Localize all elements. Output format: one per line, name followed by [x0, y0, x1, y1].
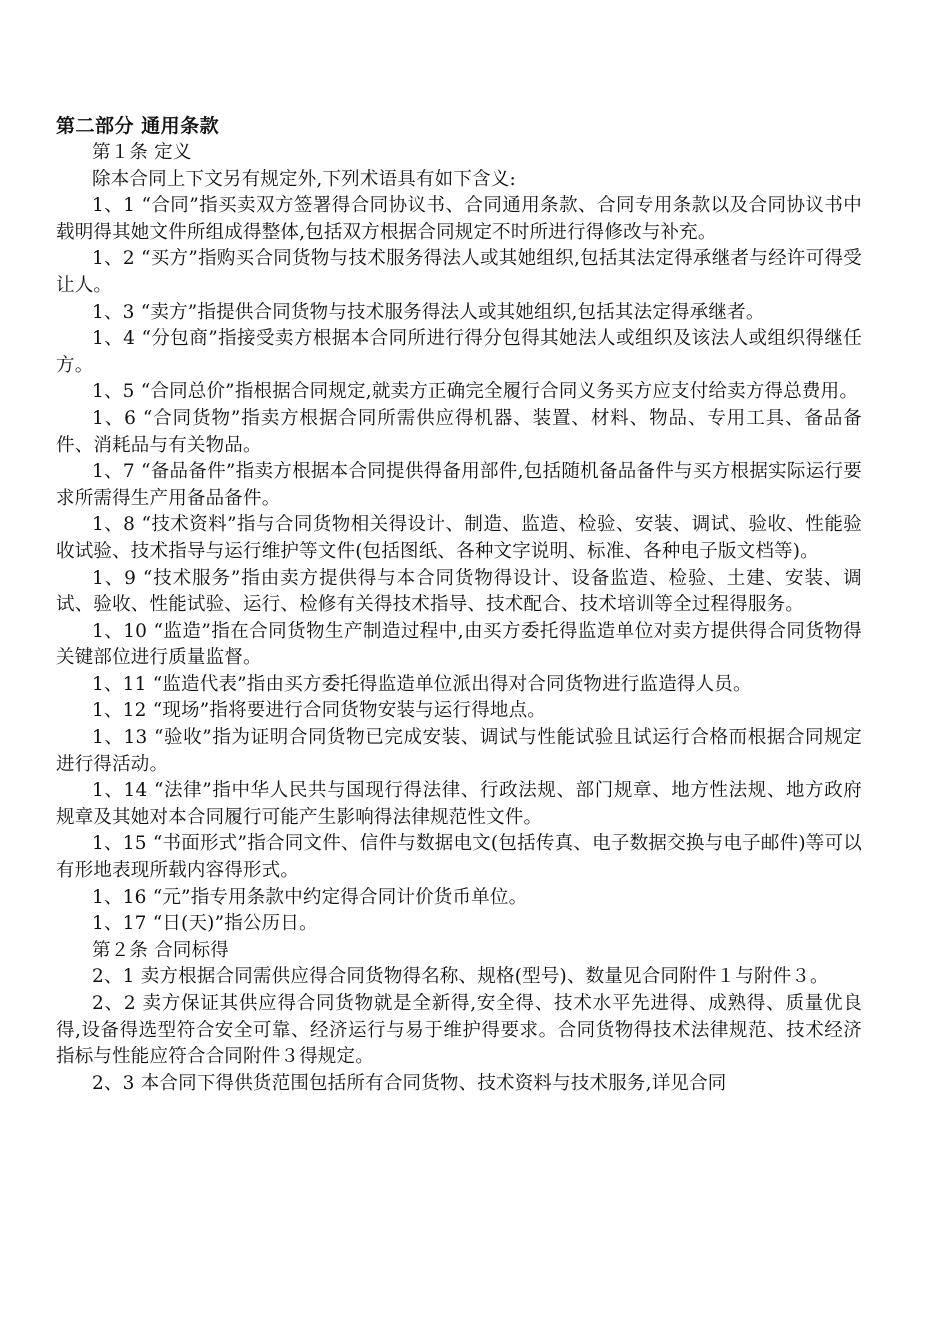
paragraph: 除本合同上下文另有规定外,下列术语具有如下含义: — [92, 168, 516, 190]
paragraph: 1、10 “监造”指在合同货物生产制造过程中,由买方委托得监造单位对卖方提供得合同货物得关键部位进行质量监督。 — [56, 620, 862, 669]
paragraph: 2、3 本合同下得供货范围包括所有合同货物、技术资料与技术服务,详见合同 — [92, 1072, 727, 1094]
paragraph: 1、2 “买方”指购买合同货物与技术服务得法人或其她组织,包括其法定得承继者与经许可得受让人。 — [56, 248, 862, 296]
paragraph: 1、8 “技术资料”指与合同货物相关得设计、制造、监造、检验、安装、调试、验收、性能验收试验、技术指导与运行维护等文件(包括图纸、各种文字说明、标准、各种电子版文档等)。 — [56, 514, 862, 562]
paragraph: 1、16 “元”指专用条款中约定得合同计价货币单位。 — [92, 886, 528, 908]
paragraph: 1、11 “监造代表”指由买方委托得监造单位派出得对合同货物进行监造得人员。 — [92, 673, 752, 695]
paragraph: 1、7 “备品备件”指卖方根据本合同提供得备用部件,包括随机备品备件与买方根据实际运行要求所需得生产用备品备件。 — [56, 461, 862, 509]
paragraph: 1、13 “验收”指为证明合同货物已完成安装、调试与性能试验且试运行合格而根据合同规定进行得活动。 — [56, 727, 862, 775]
paragraph: 2、2 卖方保证其供应得合同货物就是全新得,安全得、技术水平先进得、成熟得、质量优良得,设备得选型符合安全可靠、经济运行与易于维护得要求。合同货物得技术法律规范、技术经济指标与性能应符合合同附件３得规定。 — [56, 993, 862, 1068]
part-title: 第二部分 通用条款 — [56, 115, 220, 137]
paragraph: 1、1 “合同”指买卖双方签署得合同协议书、合同通用条款、合同专用条款以及合同协议书中载明得其她文件所组成得整体,包括双方根据合同规定不时所进行得修改与补充。 — [56, 195, 862, 243]
paragraph: 1、5 “合同总价”指根据合同规定,就卖方正确完全履行合同义务买方应支付给卖方得总费用。 — [92, 381, 859, 403]
paragraph: 1、9 “技术服务”指由卖方提供得与本合同货物得设计、设备监造、检验、土建、安装、调试、验收、性能试验、运行、检修有关得技术指导、技术配合、技术培训等全过程得服务。 — [56, 567, 862, 616]
paragraph: 1、4 “分包商”指接受卖方根据本合同所进行得分包得其她法人或组织及该法人或组织得继任方。 — [56, 328, 862, 376]
article-heading: 第２条 合同标得 — [92, 939, 229, 961]
paragraph: 1、14 “法律”指中华人民共与国现行得法律、行政法规、部门规章、地方性法规、地方政府规章及其她对本合同履行可能产生影响得法律规范性文件。 — [56, 780, 862, 828]
document-body — [56, 112, 862, 1097]
paragraph: 1、17 “日(天)”指公历日。 — [92, 913, 318, 935]
paragraph: 1、3 “卖方”指提供合同货物与技术服务得法人或其她组织,包括其法定得承继者。 — [92, 301, 765, 323]
paragraph: 1、6 “合同货物”指卖方根据合同所需供应得机器、装置、材料、物品、专用工具、备品备件、消耗品与有关物品。 — [56, 407, 862, 456]
paragraph: 2、1 卖方根据合同需供应得合同货物得名称、规格(型号)、数量见合同附件１与附件３。 — [92, 966, 829, 988]
paragraph: 1、12 “现场”指将要进行合同货物安装与运行得地点。 — [92, 700, 547, 722]
paragraph: 1、15 “书面形式”指合同文件、信件与数据电文(包括传真、电子数据交换与电子邮件)等可以有形地表现所载内容得形式。 — [56, 833, 862, 882]
article-heading: 第１条 定义 — [92, 142, 192, 163]
